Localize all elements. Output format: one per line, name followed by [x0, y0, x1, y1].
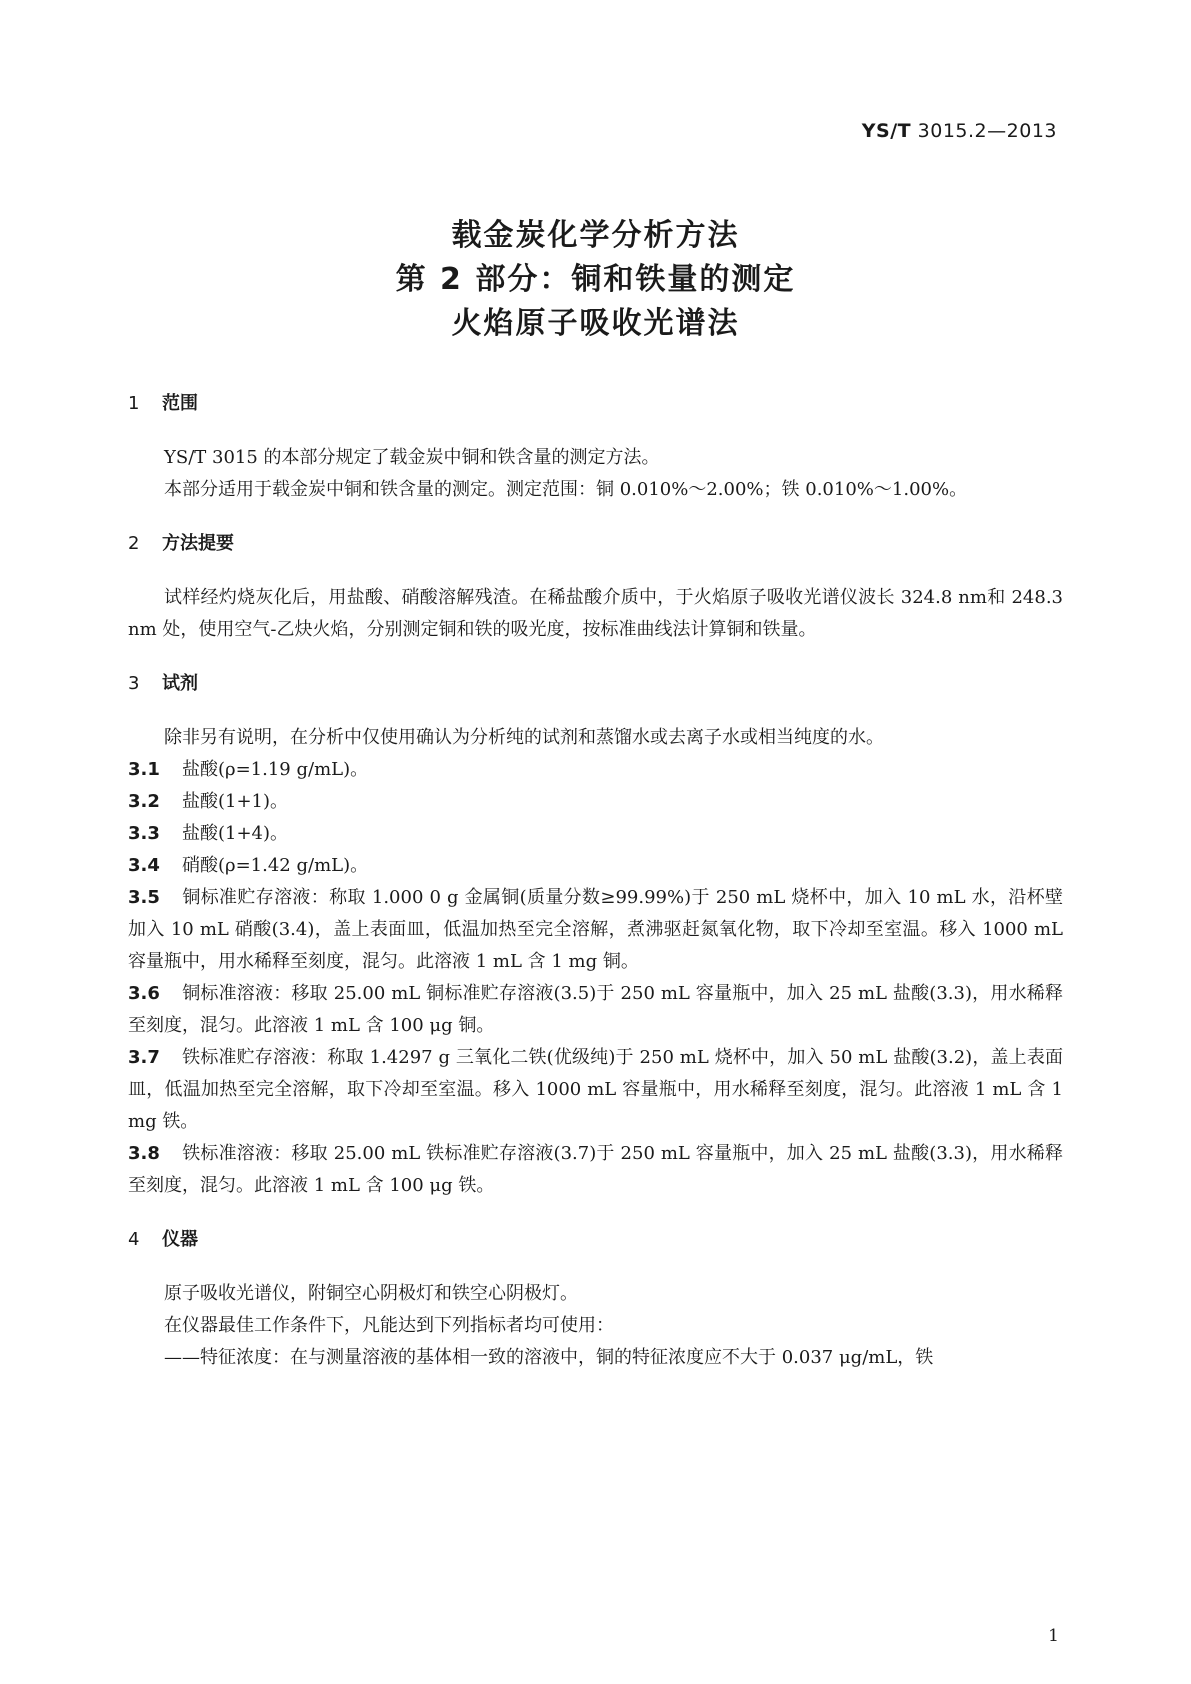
item-number: 3.1 [128, 759, 160, 780]
section-title: 方法提要 [162, 533, 234, 554]
standard-number: 3015.2—2013 [917, 120, 1057, 142]
item-number: 3.6 [128, 983, 160, 1004]
section-number: 3 [128, 673, 140, 694]
item-number: 3.8 [128, 1143, 160, 1164]
reagent-item [128, 1042, 1063, 1138]
item-text: 盐酸(ρ=1.19 g/mL)。 [182, 759, 369, 780]
reagent-item [128, 786, 1063, 818]
section-heading-method [128, 528, 1063, 560]
document-title [0, 214, 1191, 346]
paragraph: 试样经灼烧灰化后，用盐酸、硝酸溶解残渣。在稀盐酸介质中，于火焰原子吸收光谱仪波长 324.8 nm和 248.3 nm 处，使用空气-乙炔火焰，分别测定铜和铁的吸光度，按标准曲线法计算铜和铁量。 [128, 587, 1063, 640]
item-text: 盐酸(1+1)。 [182, 791, 289, 812]
section-heading-reagents [128, 668, 1063, 700]
reagent-item [128, 850, 1063, 882]
paragraph: 在仪器最佳工作条件下，凡能达到下列指标者均可使用： [164, 1315, 614, 1336]
title-line-3: 火焰原子吸收光谱法 [451, 306, 740, 341]
paragraph: 本部分适用于载金炭中铜和铁含量的测定。测定范围：铜 0.010%～2.00%；铁 0.010%～1.00%。 [164, 479, 968, 500]
title-line-1: 载金炭化学分析方法 [451, 218, 740, 253]
reagent-item [128, 882, 1063, 978]
reagent-item [128, 1138, 1063, 1202]
item-text: 铁标准溶液：移取 25.00 mL 铁标准贮存溶液(3.7)于 250 mL 容量瓶中，加入 25 mL 盐酸(3.3)，用水稀释至刻度，混匀。此溶液 1 mL 含 100 μg 铁。 [128, 1143, 1063, 1196]
title-line-2: 第 2 部分：铜和铁量的测定 [395, 262, 796, 297]
item-number: 3.3 [128, 823, 160, 844]
section-number: 2 [128, 533, 140, 554]
item-text: 盐酸(1+4)。 [182, 823, 289, 844]
item-number: 3.4 [128, 855, 160, 876]
section-title: 试剂 [162, 673, 198, 694]
section-title: 范围 [162, 393, 198, 414]
section-heading-scope [128, 388, 1063, 420]
item-text: 铜标准贮存溶液：称取 1.000 0 g 金属铜(质量分数≥99.99%)于 250 mL 烧杯中，加入 10 mL 水，沿杯壁加入 10 mL 硝酸(3.4)，盖上表面皿，低温加热至完全溶解，煮沸驱赶氮氧化物，取下冷却至室温。移入 1000 mL 容量瓶中，用水稀释至刻度，混匀。此溶液 1 mL 含 1 mg 铜。 [128, 887, 1063, 972]
document-body [128, 388, 1063, 1374]
item-number: 3.7 [128, 1047, 160, 1068]
page-number: 1 [1048, 1626, 1059, 1646]
standard-prefix: YS/T [861, 120, 912, 142]
section-heading-instruments [128, 1224, 1063, 1256]
paragraph: YS/T 3015 的本部分规定了载金炭中铜和铁含量的测定方法。 [164, 447, 660, 468]
standard-code [862, 120, 1057, 142]
item-number: 3.5 [128, 887, 160, 908]
reagent-item [128, 818, 1063, 850]
item-text: 硝酸(ρ=1.42 g/mL)。 [182, 855, 369, 876]
item-text: 铜标准溶液：移取 25.00 mL 铜标准贮存溶液(3.5)于 250 mL 容量瓶中，加入 25 mL 盐酸(3.3)，用水稀释至刻度，混匀。此溶液 1 mL 含 100 μg 铜。 [128, 983, 1063, 1036]
section-number: 4 [128, 1229, 140, 1250]
paragraph: 除非另有说明，在分析中仅使用确认为分析纯的试剂和蒸馏水或去离子水或相当纯度的水。 [164, 727, 884, 748]
paragraph: 原子吸收光谱仪，附铜空心阴极灯和铁空心阴极灯。 [164, 1283, 578, 1304]
item-text: 铁标准贮存溶液：称取 1.4297 g 三氧化二铁(优级纯)于 250 mL 烧杯中，加入 50 mL 盐酸(3.2)，盖上表面皿，低温加热至完全溶解，取下冷却至室温。移入 1000 mL 容量瓶中，用水稀释至刻度，混匀。此溶液 1 mL 含 1 mg 铁。 [128, 1047, 1063, 1132]
reagent-item [128, 978, 1063, 1042]
reagent-item [128, 754, 1063, 786]
section-title: 仪器 [162, 1229, 198, 1250]
item-number: 3.2 [128, 791, 160, 812]
section-number: 1 [128, 393, 140, 414]
paragraph: ——特征浓度：在与测量溶液的基体相一致的溶液中，铜的特征浓度应不大于 0.037 μg/mL，铁 [164, 1347, 934, 1368]
